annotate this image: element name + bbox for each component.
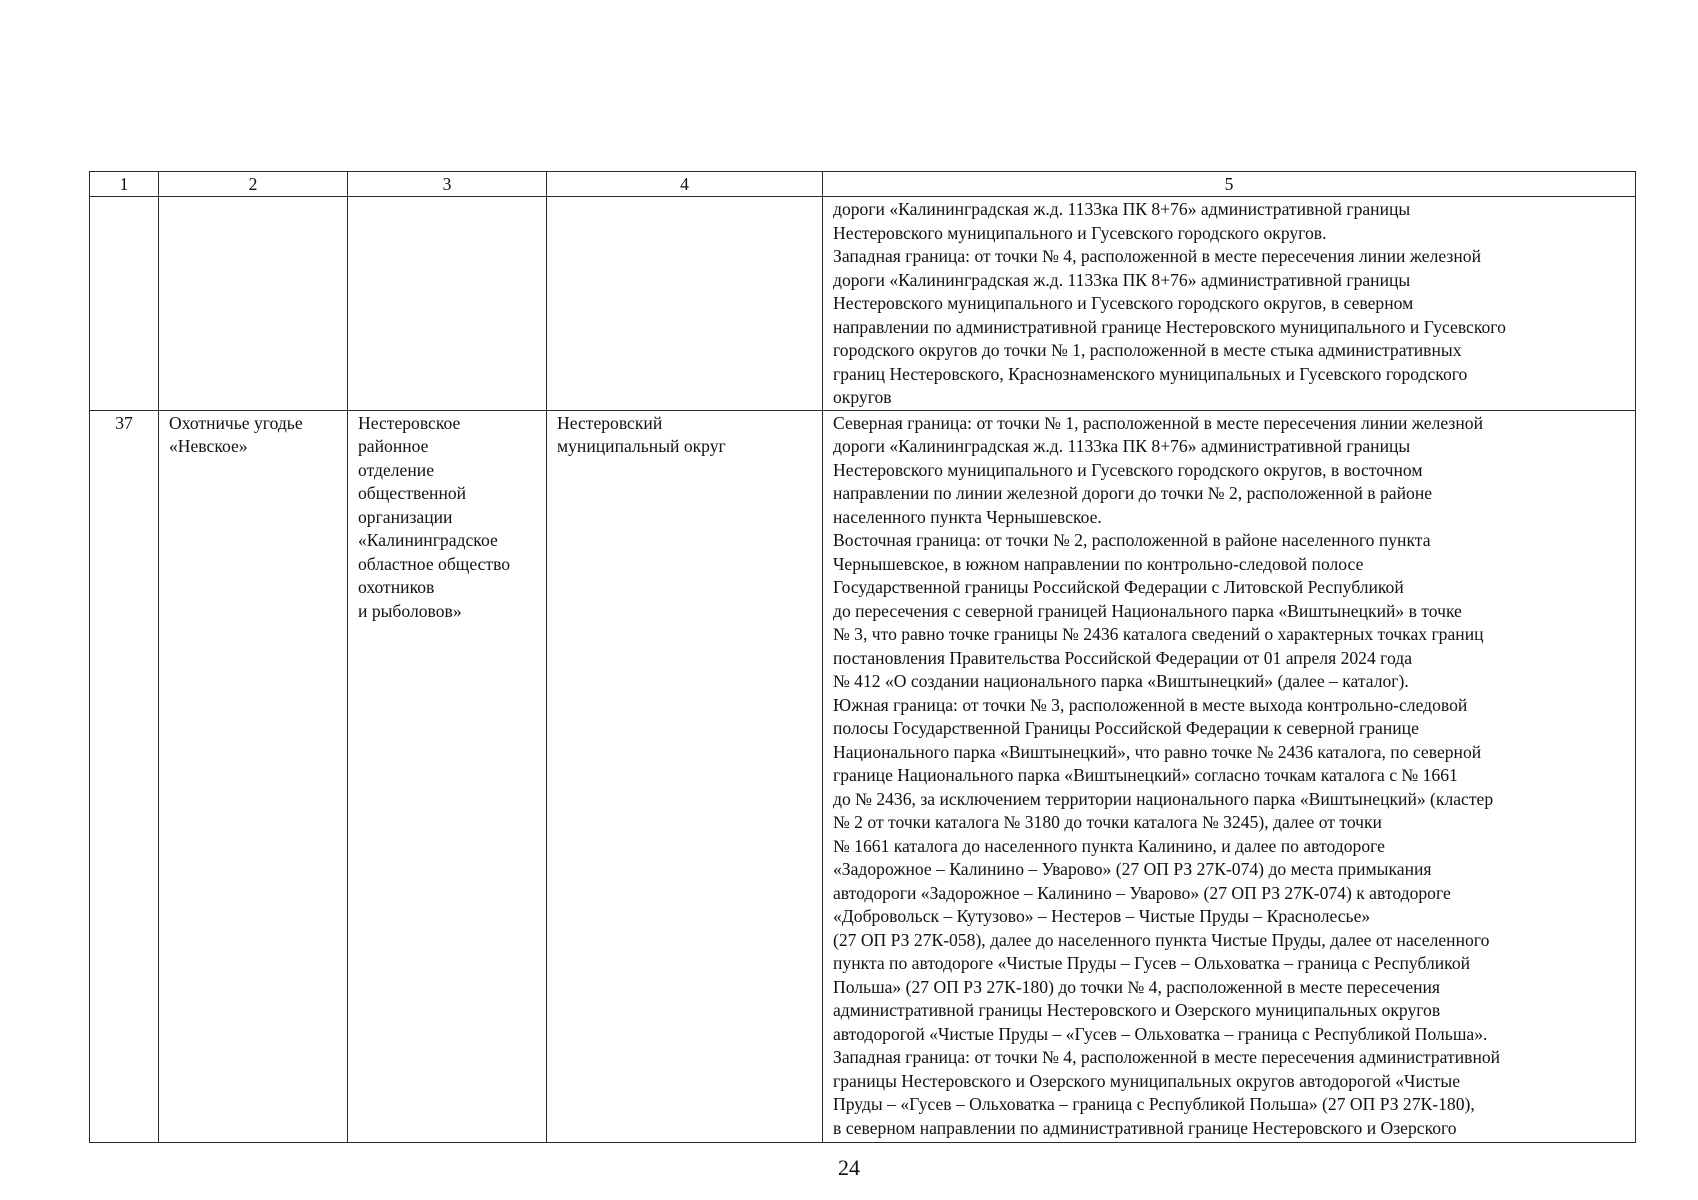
text-line: Западная граница: от точки № 4, расположенной в месте пересечения линии железной xyxy=(833,246,1481,266)
cont-cell-number xyxy=(90,197,159,411)
cont-cell-district xyxy=(547,197,823,411)
text-line: и рыболовов» xyxy=(358,600,462,621)
text-line: населенного пункта Чернышевское. xyxy=(833,506,1102,527)
text-line: организации xyxy=(358,506,453,527)
text-line: охотников xyxy=(358,577,435,597)
text-line: Нестеровского муниципального и Гусевского городского округов, в восточном xyxy=(833,459,1423,480)
text-line: № 1661 каталога до населенного пункта Калинино, и далее по автодороге xyxy=(833,835,1385,856)
header-col-3: 3 xyxy=(348,172,547,197)
text-line: округов xyxy=(833,387,892,407)
text-line: областное общество xyxy=(358,553,511,574)
text-line: границе Национального парка «Виштынецкий» согласно точкам каталога с № 1661 xyxy=(833,765,1458,785)
text-line: до № 2436, за исключением территории национального парка «Виштынецкий» (кластер xyxy=(833,788,1494,809)
table-row-37 xyxy=(90,410,1636,1142)
boundary-description xyxy=(823,410,1636,1142)
text-line: Государственной границы Российской Федерации с Литовской Республикой xyxy=(833,577,1404,597)
cont-cell-boundary-description xyxy=(823,197,1636,411)
text-line: направлении по административной границе Нестеровского муниципального и Гусевского xyxy=(833,316,1506,337)
text-line: городского округов до точки № 1, расположенной в месте стыка административных xyxy=(833,340,1462,360)
text-line: Западная граница: от точки № 4, расположенной в месте пересечения административной xyxy=(833,1047,1501,1067)
text-line: Восточная граница: от точки № 2, расположенной в районе населенного пункта xyxy=(833,530,1431,550)
text-line: (27 ОП РЗ 27К-058), далее до населенного пункта Чистые Пруды, далее от населенного xyxy=(833,929,1490,950)
text-line: Пруды – «Гусев – Ольховатка – граница с Республикой Польша» (27 ОП РЗ 27К-180), xyxy=(833,1094,1475,1114)
text-line: № 3, что равно точке границы № 2436 каталога сведений о характерных точках границ xyxy=(833,624,1484,644)
text-line: районное xyxy=(358,436,429,456)
text-line: Нестеровского муниципального и Гусевского городского округов. xyxy=(833,222,1327,243)
text-line: Польша» (27 ОП РЗ 27К-180) до точки № 4, расположенной в месте пересечения xyxy=(833,976,1441,997)
text-line: направлении по линии железной дороги до точки № 2, расположенной в районе xyxy=(833,483,1433,503)
text-line: Нестеровское xyxy=(358,412,461,433)
header-col-4: 4 xyxy=(547,172,823,197)
text-line: Национального парка «Виштынецкий», что равно точке № 2436 каталога, по северной xyxy=(833,741,1482,762)
header-row xyxy=(90,172,1636,197)
text-line: до пересечения с северной границей Национального парка «Виштынецкий» в точке xyxy=(833,600,1462,621)
text-line: дороги «Калининградская ж.д. 1133ка ПК 8+76» административной границы xyxy=(833,199,1411,219)
text-line: «Калининградское xyxy=(358,530,498,550)
boundaries-table xyxy=(89,171,1636,1143)
text-line: автодорогой «Чистые Пруды – «Гусев – Ольховатка – граница с Республикой Польша». xyxy=(833,1023,1488,1044)
text-line: «Задорожное – Калинино – Уварово» (27 ОП РЗ 27К-074) до места примыкания xyxy=(833,859,1432,879)
text-line: № 412 «О создании национального парка «Виштынецкий» (далее – каталог). xyxy=(833,671,1409,691)
text-line: границы Нестеровского и Озерского муниципальных округов автодорогой «Чистые xyxy=(833,1070,1461,1091)
text-line: полосы Государственной Границы Российской Федерации к северной границе xyxy=(833,718,1419,738)
municipal-district xyxy=(547,410,823,1142)
header-col-2: 2 xyxy=(159,172,348,197)
text-line: дороги «Калининградская ж.д. 1133ка ПК 8+76» административной границы xyxy=(833,269,1411,290)
text-line: № 2 от точки каталога № 3180 до точки каталога № 3245), далее от точки xyxy=(833,812,1382,832)
text-line: пункта по автодороге «Чистые Пруды – Гусев – Ольховатка – граница с Республикой xyxy=(833,953,1471,973)
text-line: общественной xyxy=(358,483,467,503)
cont-cell-name xyxy=(159,197,348,411)
text-line: Южная граница: от точки № 3, расположенной в месте выхода контрольно-следовой xyxy=(833,694,1468,715)
text-line: административной границы Нестеровского и Озерского муниципальных округов xyxy=(833,1000,1441,1020)
page-number: 24 xyxy=(838,1155,860,1180)
text-line: «Невское» xyxy=(169,436,248,456)
text-line: дороги «Калининградская ж.д. 1133ка ПК 8+76» административной границы xyxy=(833,436,1411,456)
text-line: автодороги «Задорожное – Калинино – Уварово» (27 ОП РЗ 27К-074) к автодороге xyxy=(833,882,1451,903)
text-line: «Добровольск – Кутузово» – Нестеров – Чистые Пруды – Краснолесье» xyxy=(833,906,1371,926)
text-line: Северная граница: от точки № 1, расположенной в месте пересечения линии железной xyxy=(833,412,1483,433)
hunting-ground-name xyxy=(159,410,348,1142)
text-line: постановления Правительства Российской Федерации от 01 апреля 2024 года xyxy=(833,647,1413,668)
text-line: в северном направлении по административной границе Нестеровского и Озерского xyxy=(833,1117,1457,1138)
header-col-1: 1 xyxy=(90,172,159,197)
row-number: 37 xyxy=(90,410,159,1142)
text-line: Нестеровский xyxy=(557,412,663,433)
table-header xyxy=(90,172,1636,197)
cont-cell-organization xyxy=(348,197,547,411)
text-line: муниципальный округ xyxy=(557,436,726,456)
text-line: Нестеровского муниципального и Гусевского городского округов, в северном xyxy=(833,293,1414,313)
text-line: отделение xyxy=(358,459,435,480)
table-row-continuation xyxy=(90,197,1636,411)
text-line: Чернышевское, в южном направлении по контрольно-следовой полосе xyxy=(833,553,1364,574)
header-col-5: 5 xyxy=(823,172,1636,197)
organization-name xyxy=(348,410,547,1142)
text-line: Охотничье угодье xyxy=(169,412,303,433)
text-line: границ Нестеровского, Краснознаменского муниципальных и Гусевского городского xyxy=(833,363,1468,384)
